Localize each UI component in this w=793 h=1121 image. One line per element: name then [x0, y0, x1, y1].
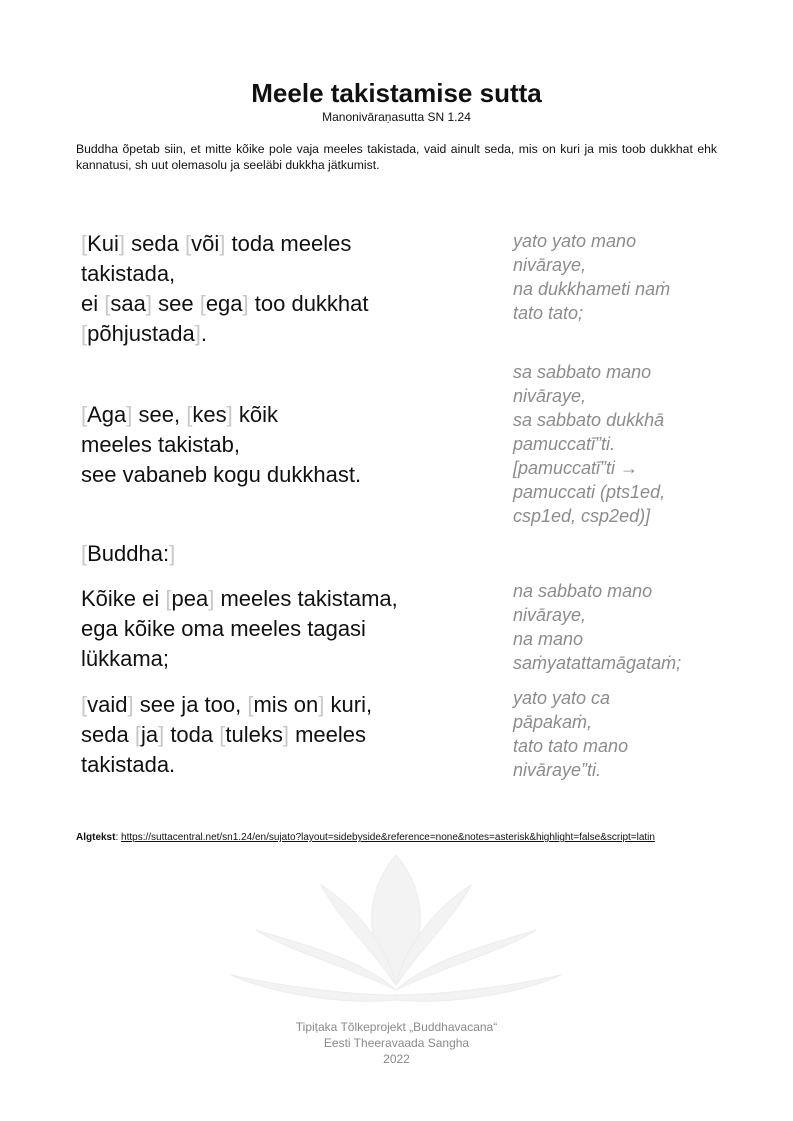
editorial-insert: saa: [110, 291, 146, 316]
bracket-close: ]: [226, 402, 233, 427]
bracket-open: [: [247, 692, 254, 717]
line-text: see ja too,: [133, 692, 248, 717]
bracket-open: [: [81, 231, 88, 256]
stanza-3-estonian: [81, 584, 441, 674]
line-text: ei: [81, 291, 105, 316]
page-title: Meele takistamise sutta: [251, 78, 542, 108]
stanza-line: ega kõike oma meeles tagasi: [81, 616, 366, 641]
pali-line: sa sabbato dukkhā: [513, 410, 665, 430]
page-subtitle: Manonivāraṇasutta SN 1.24: [322, 110, 471, 124]
editorial-insert: tuleks: [225, 722, 283, 747]
source-link[interactable]: https://suttacentral.net/sn1.24/en/sujato?layout=sidebyside&reference=none&notes=asterisk&highlight=false&script=latin: [121, 832, 655, 843]
editorial-insert: Kui: [87, 231, 119, 256]
bracket-open: [: [81, 402, 88, 427]
bracket-open: [: [134, 722, 141, 747]
editorial-insert: põhjustada: [87, 321, 195, 346]
pali-line: tato tato;: [513, 303, 584, 323]
bracket-open: [: [165, 586, 172, 611]
pali-line: csp1ed, csp2ed)]: [513, 506, 651, 526]
line-text: seda: [81, 722, 135, 747]
pali-line: nivāraye,: [513, 605, 587, 625]
editorial-insert: pea: [171, 586, 209, 611]
editorial-insert: vaid: [87, 692, 128, 717]
editorial-insert: kes: [192, 402, 227, 427]
line-text: .: [200, 321, 208, 346]
stanza-line: [81, 720, 441, 750]
line-text: seda: [125, 231, 185, 256]
line-text: meeles: [288, 722, 367, 747]
stanza-2-estonian: [81, 400, 441, 490]
pali-line: yato yato mano: [513, 231, 637, 251]
line-text: kuri,: [324, 692, 373, 717]
bracket-close: ]: [194, 321, 201, 346]
bracket-close: ]: [318, 692, 325, 717]
pali-line: nivāraye,: [513, 386, 587, 406]
editorial-insert: ega: [205, 291, 243, 316]
editorial-insert: mis on: [253, 692, 319, 717]
line-text: Kõike ei: [81, 586, 166, 611]
pali-line: saṁyatattamāgataṁ;: [513, 653, 682, 673]
pali-line: nivāraye,: [513, 255, 587, 275]
stanza-line: [81, 539, 441, 569]
stanza-line: [81, 584, 441, 614]
editorial-insert: Buddha:: [87, 541, 170, 566]
pali-line: na sabbato mano: [513, 581, 653, 601]
bracket-close: ]: [126, 402, 133, 427]
stanza-1-pali: [513, 229, 743, 325]
pali-line: yato yato ca: [513, 688, 611, 708]
stanza-line: meeles takistab,: [81, 432, 240, 457]
footer-project: Tipiṭaka Tõlkeprojekt „Buddhavacana“: [295, 1020, 498, 1034]
bracket-open: [: [186, 402, 193, 427]
pali-line: tato tato mano: [513, 736, 629, 756]
stanza-4-pali: [513, 686, 743, 782]
bracket-open: [: [81, 541, 88, 566]
line-text: see: [151, 291, 200, 316]
bracket-close: ]: [118, 231, 126, 256]
stanza-3-pali: [513, 579, 743, 675]
bracket-close: ]: [169, 541, 176, 566]
intro-paragraph: Buddha õpetab siin, et mitte kõike pole vaja meeles takistada, vaid ainult seda, mis on kuri ja mis toob dukkhat ehk kannatusi, sh uut olemasolu ja seeläbi dukkha jätkumist.: [76, 142, 717, 172]
line-text: toda: [164, 722, 220, 747]
source-label: Algtekst: [76, 832, 116, 843]
bracket-close: ]: [282, 722, 289, 747]
line-text: kõik: [232, 402, 278, 427]
pali-line: na mano: [513, 629, 584, 649]
bracket-close: ]: [127, 692, 134, 717]
bracket-close: ]: [242, 291, 249, 316]
editorial-insert: Aga: [87, 402, 127, 427]
pali-line: pamuccati (pts1ed,: [513, 482, 666, 502]
stanza-line: lükkama;: [81, 646, 170, 671]
pali-line: pamuccatī”ti.: [513, 434, 616, 454]
footer-organization: Eesti Theeravaada Sangha: [323, 1036, 470, 1050]
pali-line: [pamuccatī”ti →: [513, 458, 639, 478]
pali-line: nivāraye”ti.: [513, 760, 602, 780]
pali-line: sa sabbato mano: [513, 362, 652, 382]
speaker-label: [81, 539, 441, 569]
stanza-4-estonian: [81, 690, 441, 780]
bracket-close: ]: [219, 231, 226, 256]
stanza-line: [81, 289, 441, 319]
stanza-line: [81, 400, 441, 430]
stanza-2-pali: [513, 360, 743, 528]
pali-line: pāpakaṁ,: [513, 712, 593, 732]
stanza-line: takistada,: [81, 261, 176, 286]
source-reference: [76, 832, 756, 843]
pali-line: na dukkhameti naṁ: [513, 279, 671, 299]
stanza-1-estonian: [81, 229, 441, 349]
bracket-open: [: [219, 722, 226, 747]
footer-year: 2022: [383, 1052, 410, 1066]
stanza-line: [81, 229, 441, 259]
line-text: toda meeles: [225, 231, 352, 256]
editorial-insert: või: [191, 231, 220, 256]
bracket-open: [: [81, 692, 88, 717]
footer: [0, 1019, 793, 1067]
bracket-close: ]: [208, 586, 215, 611]
bracket-open: [: [81, 321, 88, 346]
bracket-open: [: [184, 231, 192, 256]
stanza-line: takistada.: [81, 752, 176, 777]
bracket-open: [: [104, 291, 111, 316]
editorial-insert: ja: [140, 722, 159, 747]
stanza-line: see vabaneb kogu dukkhast.: [81, 462, 362, 487]
stanza-line: [81, 319, 441, 349]
bracket-close: ]: [145, 291, 152, 316]
lotus-watermark-icon: [226, 845, 566, 1010]
bracket-close: ]: [158, 722, 165, 747]
line-text: meeles takistama,: [214, 586, 398, 611]
source-separator: :: [115, 832, 122, 843]
line-text: see,: [132, 402, 187, 427]
line-text: too dukkhat: [248, 291, 369, 316]
bracket-open: [: [199, 291, 206, 316]
stanza-line: [81, 690, 441, 720]
